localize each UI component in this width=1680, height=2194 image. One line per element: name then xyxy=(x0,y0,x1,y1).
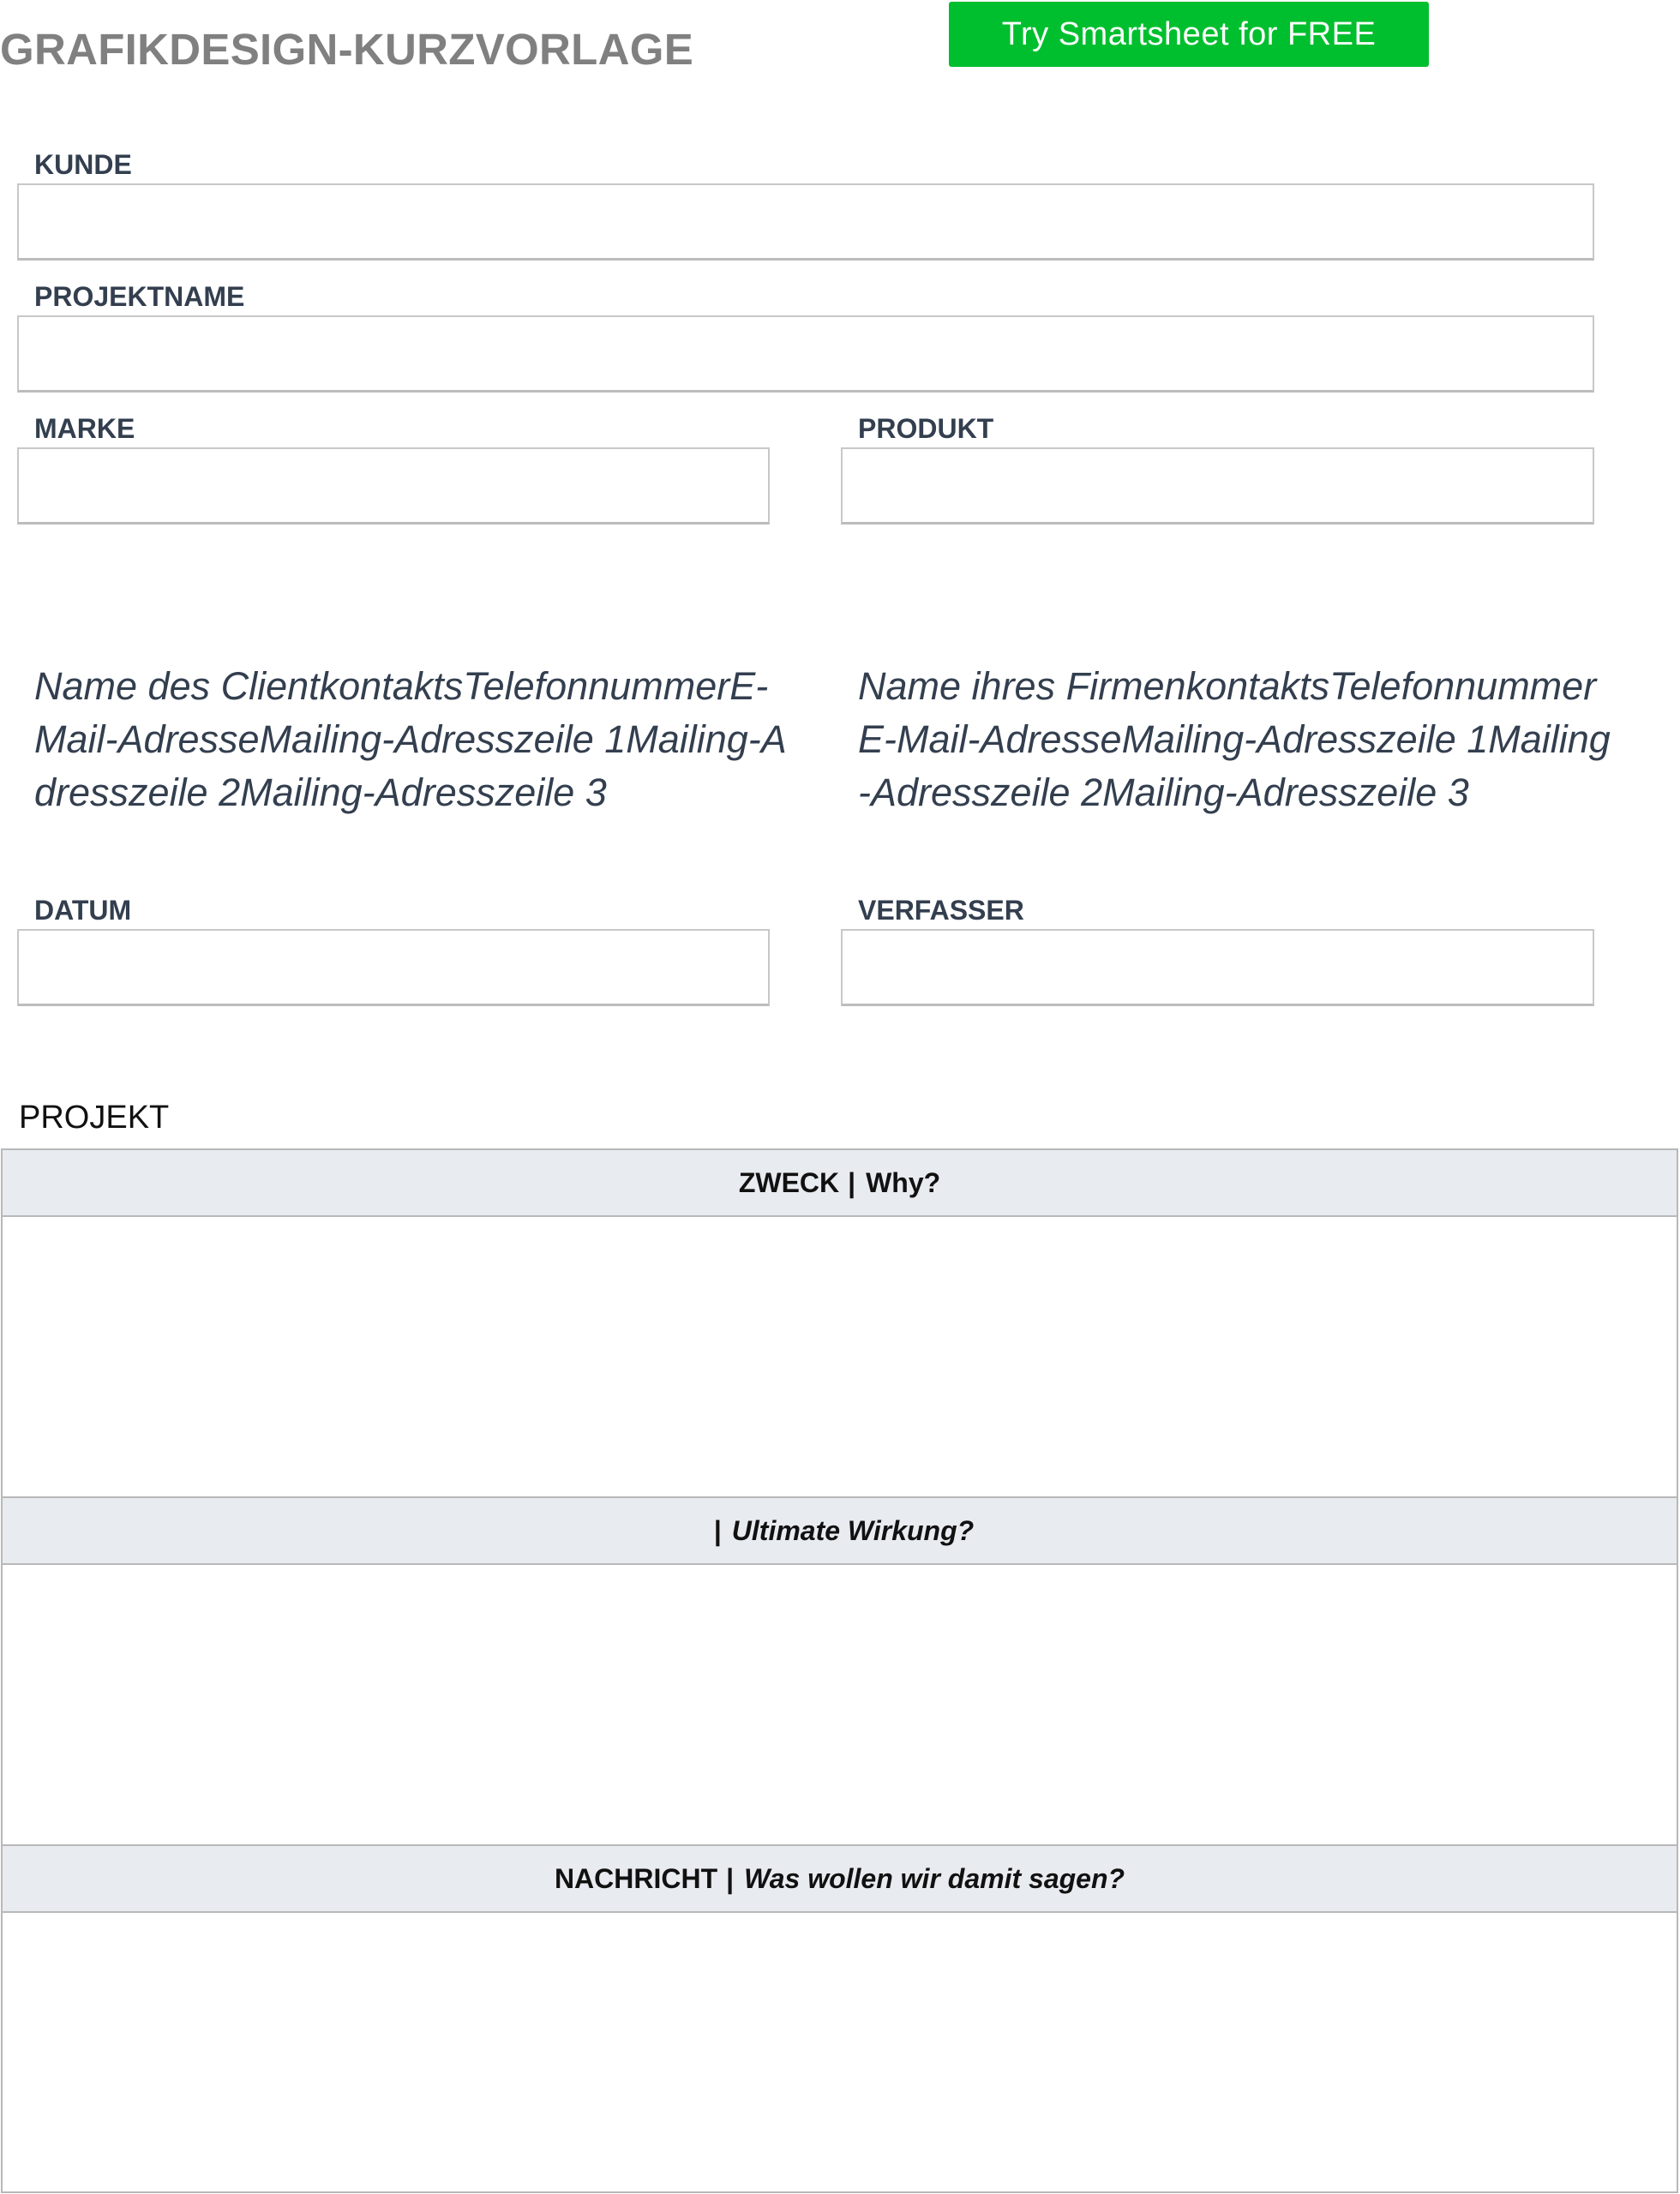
client-contact-block[interactable]: Name des ClientkontaktsTelefonnummerE-Mail-AdresseMailing-Adresszeile 1Mailing-Adresszeile 2Mailing-Adresszeile 3 xyxy=(34,664,787,814)
marke-field[interactable] xyxy=(17,447,770,525)
wirkung-content-area[interactable] xyxy=(3,1565,1677,1844)
project-table xyxy=(1,1148,1678,2193)
zweck-section-header xyxy=(3,1148,1677,1217)
nachricht-separator: | xyxy=(726,1862,735,1894)
produkt-field[interactable] xyxy=(841,447,1594,525)
kunde-field[interactable] xyxy=(17,183,1594,261)
zweck-title: ZWECK xyxy=(738,1166,840,1198)
nachricht-content-area[interactable] xyxy=(3,1913,1677,2193)
projektname-field[interactable] xyxy=(17,315,1594,393)
zweck-separator: | xyxy=(848,1166,856,1198)
wirkung-separator: | xyxy=(713,1514,722,1546)
nachricht-title: NACHRICHT xyxy=(554,1862,718,1894)
datum-field[interactable] xyxy=(17,929,770,1006)
document-title: GRAFIKDESIGN-KURZVORLAGE xyxy=(0,25,694,74)
datum-label: DATUM xyxy=(34,895,132,926)
try-smartsheet-button[interactable]: Try Smartsheet for FREE xyxy=(949,2,1429,67)
zweck-content-area[interactable] xyxy=(3,1217,1677,1496)
kunde-label: KUNDE xyxy=(34,149,132,180)
marke-label: MARKE xyxy=(34,413,135,444)
wirkung-section-header xyxy=(3,1496,1677,1565)
nachricht-question: Was wollen wir damit sagen? xyxy=(744,1862,1125,1894)
wirkung-question: Ultimate Wirkung? xyxy=(731,1514,975,1546)
nachricht-section-header xyxy=(3,1844,1677,1913)
company-contact-block[interactable]: Name ihres FirmenkontaktsTelefonnummerE-Mail-AdresseMailing-Adresszeile 1Mailing-Adresszeile 2Mailing-Adresszeile 3 xyxy=(858,664,1611,814)
zweck-question: Why? xyxy=(866,1166,941,1198)
projektname-label: PROJEKTNAME xyxy=(34,281,245,312)
produkt-label: PRODUKT xyxy=(858,413,994,444)
project-heading: PROJEKT xyxy=(19,1100,170,1136)
verfasser-label: VERFASSER xyxy=(858,895,1024,926)
verfasser-field[interactable] xyxy=(841,929,1594,1006)
